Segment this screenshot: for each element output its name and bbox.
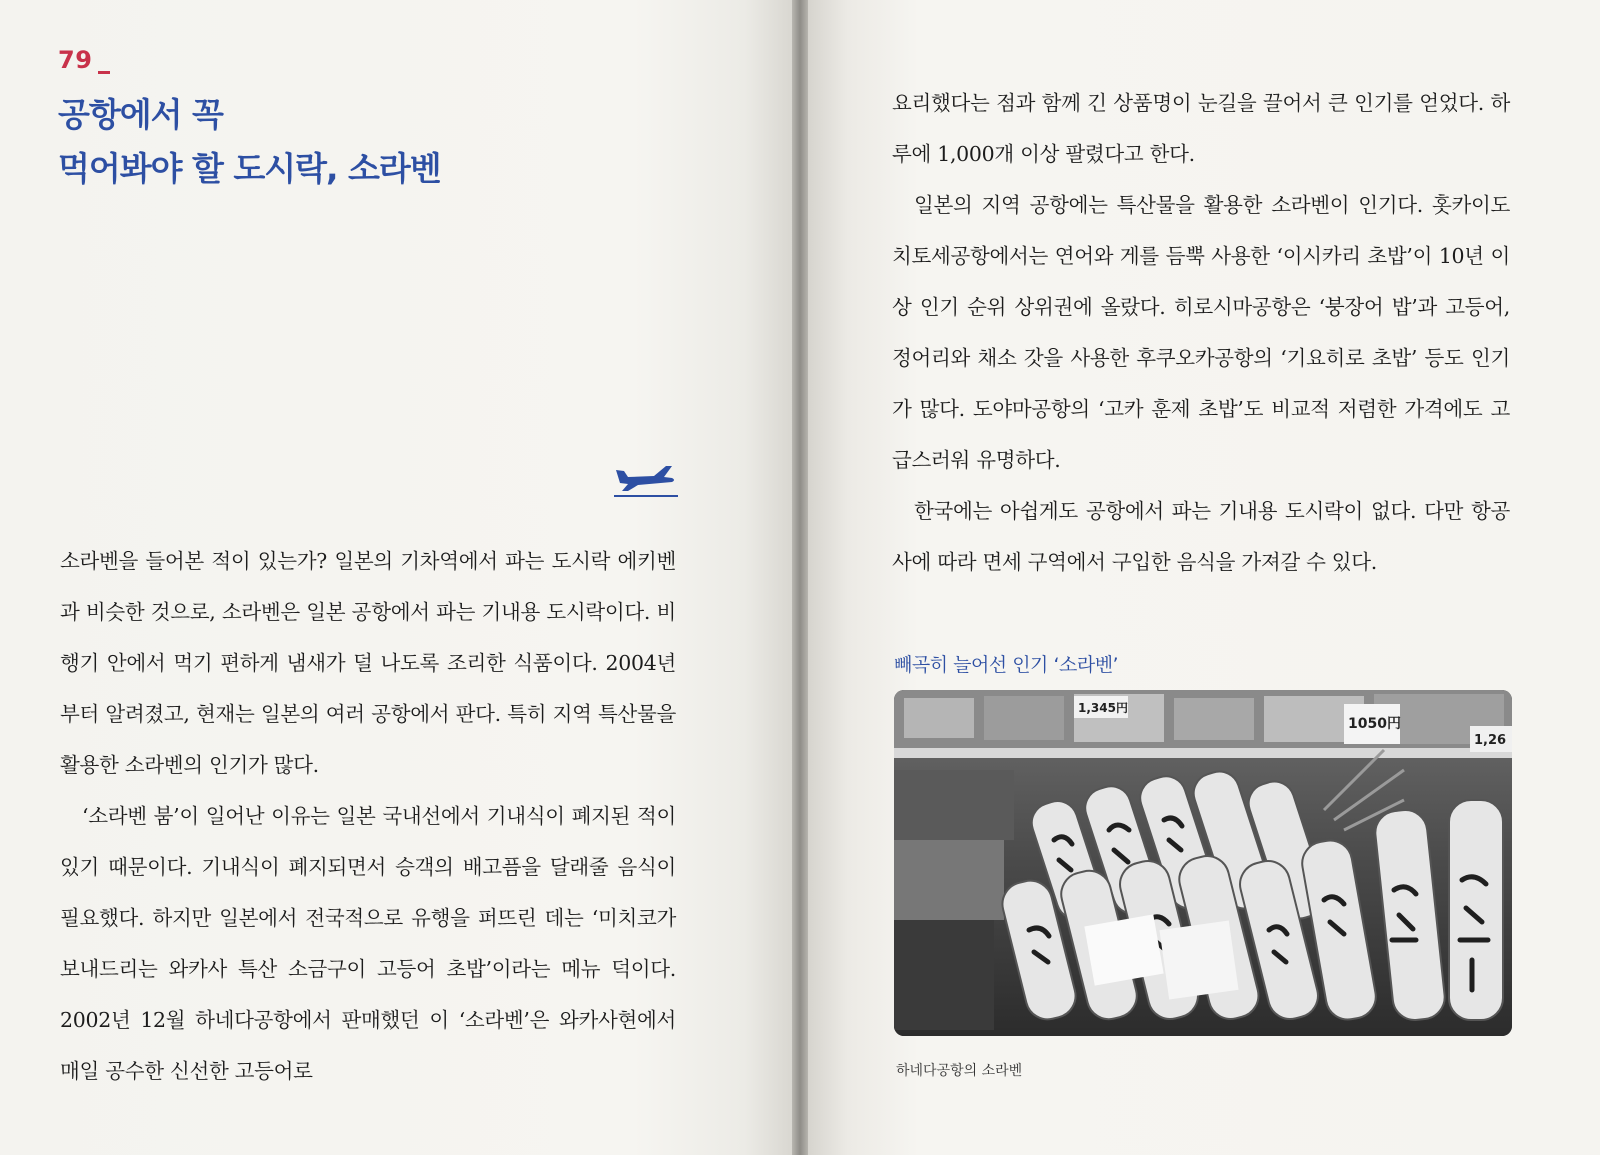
price-tag-1: 1,345円 bbox=[1078, 701, 1128, 715]
left-body-text bbox=[60, 536, 676, 1097]
right-paragraph-2: 일본의 지역 공항에는 특산물을 활용한 소라벤이 인기다. 홋카이도 치토세공항에서는 연어와 게를 듬뿍 사용한 ‘이시카리 초밥’이 10년 이상 인기 순위 상위권에 올랐다. 히로시마공항은 ‘붕장어 밥’과 고등어, 정어리와 채소 갓을 사용한 후쿠오카공항의 ‘기요히로 초밥’ 등도 인기가 많다. 도야마공항의 ‘고카 훈제 초밥’도 비교적 저렴한 가격에도 고급스러워 유명하다. bbox=[892, 193, 1510, 472]
right-paragraph-1: 요리했다는 점과 함께 긴 상품명이 눈길을 끌어서 큰 인기를 얻었다. 하루에 1,000개 이상 팔렸다고 한다. bbox=[892, 91, 1510, 166]
sorabento-photo bbox=[894, 690, 1512, 1036]
title-line-2: 먹어봐야 할 도시락, 소라벤 bbox=[58, 149, 441, 188]
right-page bbox=[808, 0, 1600, 1155]
page-title bbox=[58, 88, 678, 196]
photo-caption: 하네다공항의 소라벤 bbox=[896, 1063, 1023, 1079]
left-paragraph-1: 소라벤을 들어본 적이 있는가? 일본의 기차역에서 파는 도시락 에키벤과 비슷한 것으로, 소라벤은 일본 공항에서 파는 기내용 도시락이다. 비행기 안에서 먹기 편하게 냄새가 덜 나도록 조리한 식품이다. 2004년부터 알려졌고, 현재는 일본의 여러 공항에서 판다. 특히 지역 특산물을 활용한 소라벤의 인기가 많다. bbox=[60, 549, 676, 777]
right-paragraph-3: 한국에는 아쉽게도 공항에서 파는 기내용 도시락이 없다. 다만 항공사에 따라 면세 구역에서 구입한 음식을 가져갈 수 있다. bbox=[892, 499, 1510, 574]
price-tag-2: 1050円 bbox=[1348, 716, 1401, 732]
chapter-dash bbox=[98, 71, 110, 74]
left-paragraph-2: ‘소라벤 붐’이 일어난 이유는 일본 국내선에서 기내식이 폐지된 적이 있기 때문이다. 기내식이 폐지되면서 승객의 배고픔을 달래줄 음식이 필요했다. 하지만 일본에서 전국적으로 유행을 퍼뜨린 데는 ‘미치코가 보내드리는 와카사 특산 소금구이 고등어 초밥’이라는 메뉴 덕이다. 2002년 12월 하네다공항에서 판매했던 이 ‘소라벤’은 와카사현에서 매일 공수한 신선한 고등어로 bbox=[60, 804, 676, 1083]
photo-illustration bbox=[894, 690, 1512, 1036]
right-body-text bbox=[892, 78, 1510, 588]
airplane-icon bbox=[614, 458, 678, 498]
chapter-number-text: 79 bbox=[58, 46, 93, 74]
book-gutter bbox=[792, 0, 808, 1155]
title-line-1: 공항에서 꼭 bbox=[58, 95, 223, 134]
chapter-number bbox=[58, 46, 110, 74]
photo-title: 빼곡히 늘어선 인기 ‘소라벤’ bbox=[894, 654, 1119, 676]
price-tag-3: 1,26 bbox=[1474, 733, 1507, 748]
left-page bbox=[0, 0, 792, 1155]
